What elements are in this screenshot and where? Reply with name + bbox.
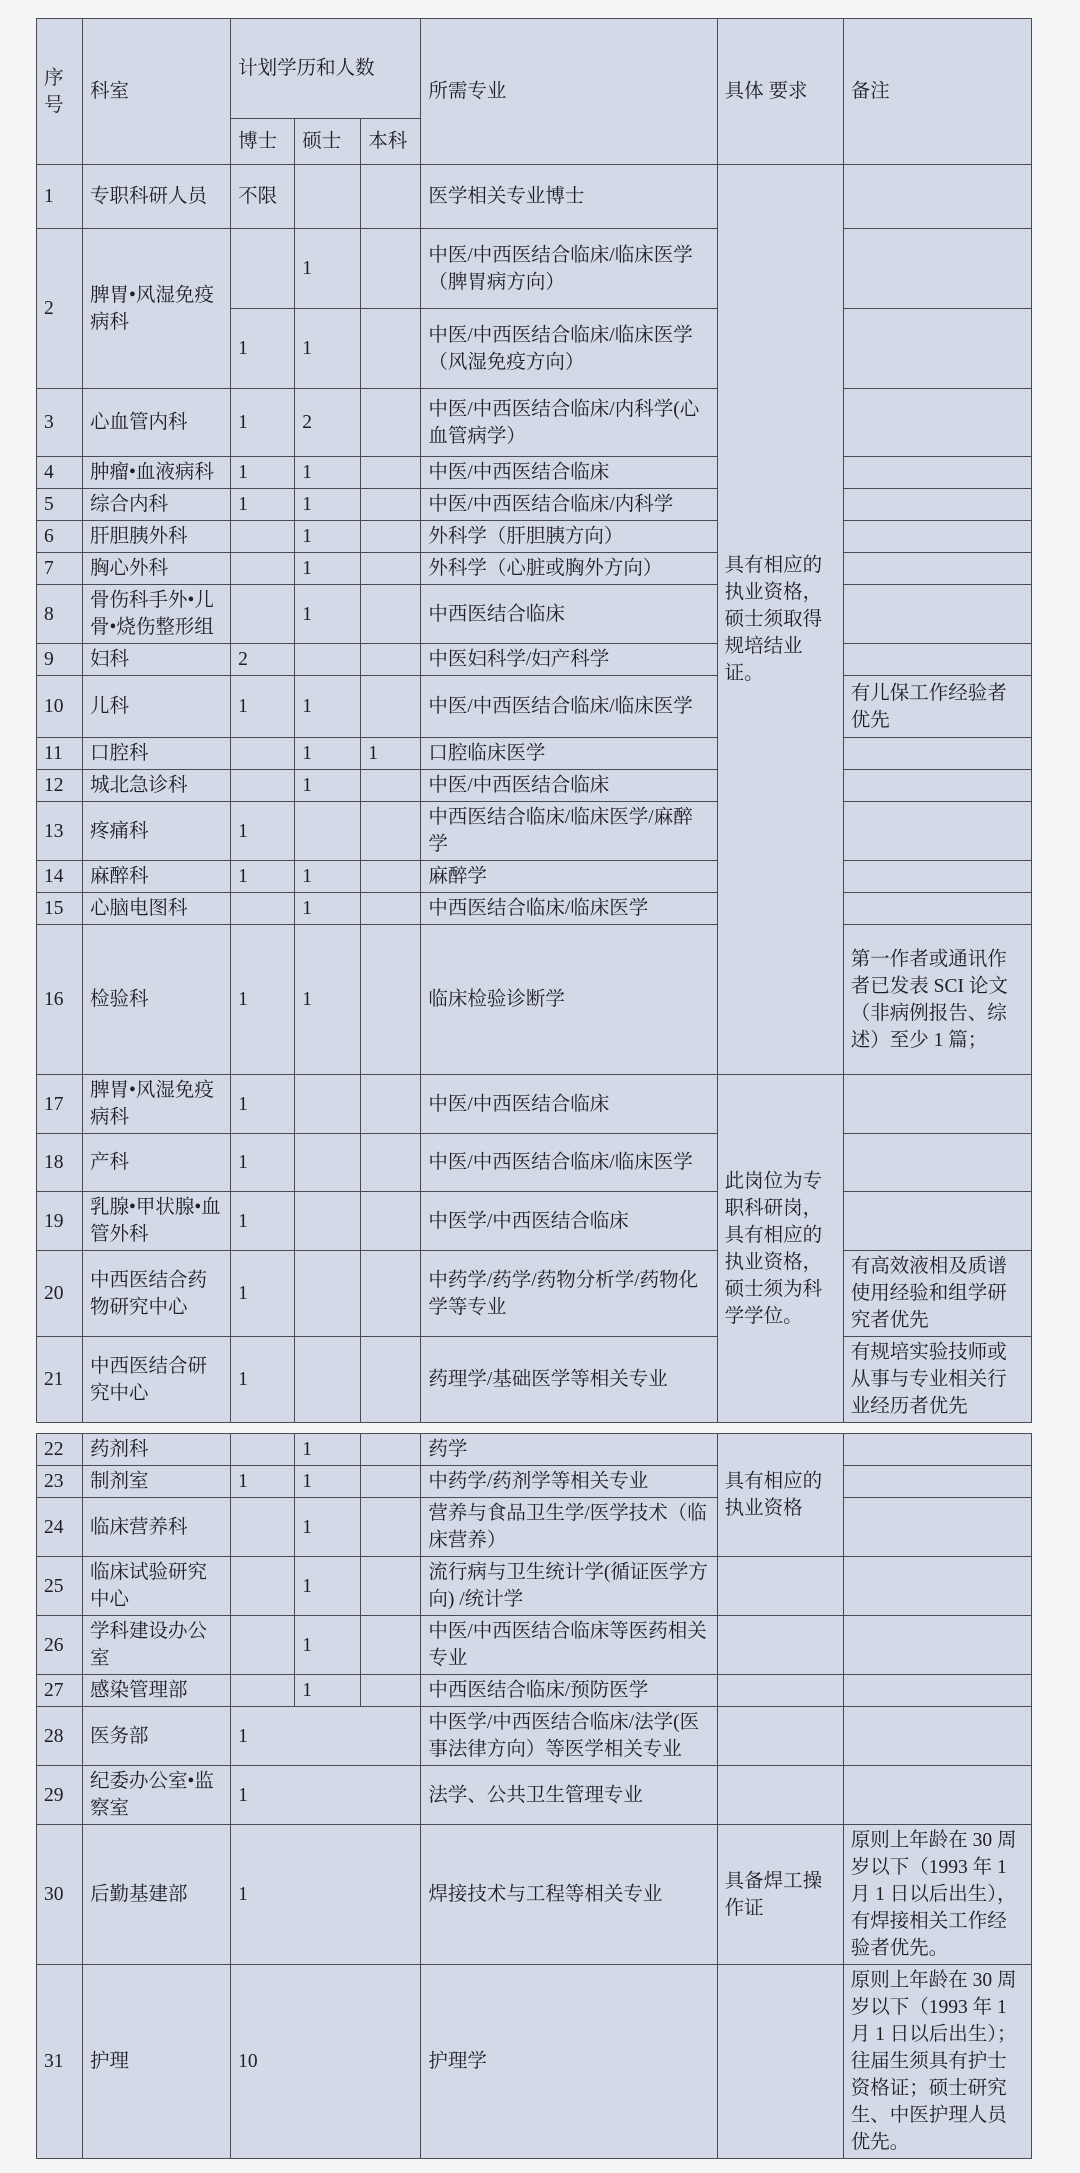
cell-seq: 21: [37, 1337, 83, 1423]
cell-major: 中医妇科学/妇产科学: [421, 644, 717, 676]
cell-phd-count: [231, 521, 295, 553]
table-header: [37, 19, 1032, 165]
cell-master-count: [295, 1251, 361, 1337]
cell-note: [843, 309, 1031, 389]
cell-phd-count: 1: [231, 1466, 295, 1498]
cell-dept: 后勤基建部: [83, 1825, 231, 1965]
table-row-16: [37, 925, 1032, 1075]
cell-dept: 临床试验研究中心: [83, 1557, 231, 1616]
cell-dept: 儿科: [83, 676, 231, 738]
recruitment-plan-table: [36, 18, 1032, 2159]
table-row-7: [37, 553, 1032, 585]
cell-note: [843, 1192, 1031, 1251]
cell-bachelor-count: [361, 1192, 421, 1251]
table-row-19: [37, 1192, 1032, 1251]
cell-seq: 24: [37, 1498, 83, 1557]
col-header-requirement: 具体 要求: [717, 19, 843, 165]
cell-seq: 1: [37, 165, 83, 229]
cell-note: [843, 1134, 1031, 1192]
cell-note: [843, 738, 1031, 770]
table-row-25: [37, 1557, 1032, 1616]
cell-major: 医学相关专业博士: [421, 165, 717, 229]
cell-note: [843, 802, 1031, 861]
cell-seq: 8: [37, 585, 83, 644]
cell-seq: 16: [37, 925, 83, 1075]
cell-dept: 感染管理部: [83, 1675, 231, 1707]
cell-dept: 药剂科: [83, 1434, 231, 1466]
cell-seq: 11: [37, 738, 83, 770]
cell-phd-count: 2: [231, 644, 295, 676]
cell-major: 外科学（心脏或胸外方向）: [421, 553, 717, 585]
cell-major: 中药学/药学/药物分析学/药物化学等专业: [421, 1251, 717, 1337]
table-row-3: [37, 389, 1032, 457]
cell-master-count: [295, 165, 361, 229]
cell-master-count: 1: [295, 457, 361, 489]
table-row-8: [37, 585, 1032, 644]
cell-bachelor-count: [361, 644, 421, 676]
table-row-2a: [37, 229, 1032, 309]
cell-master-count: 2: [295, 389, 361, 457]
cell-bachelor-count: [361, 1337, 421, 1423]
cell-bachelor-count: [361, 1134, 421, 1192]
cell-note: [843, 553, 1031, 585]
cell-dept: 肿瘤•血液病科: [83, 457, 231, 489]
cell-seq: 7: [37, 553, 83, 585]
col-header-plan: 计划学历和人数: [231, 19, 421, 119]
cell-master-count: 1: [295, 1616, 361, 1675]
recruitment-table-section-2: [36, 1433, 1032, 2159]
cell-master-count: 1: [295, 893, 361, 925]
cell-major: 中医学/中西医结合临床/法学(医事法律方向）等医学相关专业: [421, 1707, 717, 1766]
cell-major: 护理学: [421, 1965, 717, 2159]
cell-major: 中医/中西医结合临床/临床医学: [421, 676, 717, 738]
cell-seq: 3: [37, 389, 83, 457]
cell-phd-count: [231, 553, 295, 585]
cell-bachelor-count: [361, 229, 421, 309]
cell-major: 麻醉学: [421, 861, 717, 893]
cell-note: [843, 1434, 1031, 1466]
table-row-17: [37, 1075, 1032, 1134]
table-row-15: [37, 893, 1032, 925]
table-row-13: [37, 802, 1032, 861]
cell-bachelor-count: 1: [361, 738, 421, 770]
cell-dept: 妇科: [83, 644, 231, 676]
cell-major: 营养与食品卫生学/医学技术（临床营养）: [421, 1498, 717, 1557]
cell-phd-count: [231, 585, 295, 644]
table-row-30: [37, 1825, 1032, 1965]
section-divider: [36, 1423, 1032, 1433]
cell-seq: 30: [37, 1825, 83, 1965]
cell-major: 中药学/药剂学等相关专业: [421, 1466, 717, 1498]
cell-seq: 6: [37, 521, 83, 553]
table-row-31: [37, 1965, 1032, 2159]
cell-requirement: [717, 1766, 843, 1825]
cell-dept: 专职科研人员: [83, 165, 231, 229]
cell-note: [843, 389, 1031, 457]
cell-master-count: 1: [295, 925, 361, 1075]
cell-phd-count: [231, 1557, 295, 1616]
cell-master-count: [295, 1075, 361, 1134]
cell-master-count: 1: [295, 585, 361, 644]
cell-major: 中西医结合临床/预防医学: [421, 1675, 717, 1707]
table-row-28: [37, 1707, 1032, 1766]
cell-dept: 纪委办公室•监察室: [83, 1766, 231, 1825]
cell-bachelor-count: [361, 1557, 421, 1616]
cell-note: [843, 644, 1031, 676]
cell-phd-count: 1: [231, 861, 295, 893]
cell-master-count: 1: [295, 738, 361, 770]
cell-note: 有规培实验技师或从事与专业相关行业经历者优先: [843, 1337, 1031, 1423]
cell-major: 口腔临床医学: [421, 738, 717, 770]
cell-note: 原则上年龄在 30 周岁以下（1993 年 1 月 1 日以后出生）；往届生须具有护士资格证；硕士研究生、中医护理人员优先。: [843, 1965, 1031, 2159]
cell-master-count: 1: [295, 309, 361, 389]
cell-seq: 12: [37, 770, 83, 802]
cell-seq: 28: [37, 1707, 83, 1766]
cell-seq: 9: [37, 644, 83, 676]
cell-dept: 综合内科: [83, 489, 231, 521]
cell-major: 中医/中西医结合临床/临床医学（脾胃病方向）: [421, 229, 717, 309]
cell-major: 药学: [421, 1434, 717, 1466]
table-row-12: [37, 770, 1032, 802]
cell-master-count: 1: [295, 1434, 361, 1466]
cell-requirement: 此岗位为专职科研岗，具有相应的执业资格，硕士须为科学学位。: [717, 1075, 843, 1423]
cell-bachelor-count: [361, 770, 421, 802]
cell-master-count: 1: [295, 1675, 361, 1707]
cell-bachelor-count: [361, 389, 421, 457]
cell-seq: 4: [37, 457, 83, 489]
cell-bachelor-count: [361, 1466, 421, 1498]
cell-seq: 22: [37, 1434, 83, 1466]
col-header-master: 硕士: [295, 119, 361, 165]
cell-dept: 护理: [83, 1965, 231, 2159]
header-row-top: [37, 19, 1032, 119]
cell-note: [843, 1498, 1031, 1557]
cell-seq: 20: [37, 1251, 83, 1337]
table-row-29: [37, 1766, 1032, 1825]
cell-master-count: [295, 1134, 361, 1192]
cell-phd-count: 10: [231, 1965, 421, 2159]
cell-phd-count: [231, 738, 295, 770]
cell-dept: 脾胃•风湿免疫病科: [83, 229, 231, 389]
cell-dept: 制剂室: [83, 1466, 231, 1498]
cell-note: [843, 1075, 1031, 1134]
table-row-10: [37, 676, 1032, 738]
cell-note: [843, 1675, 1031, 1707]
table-row-6: [37, 521, 1032, 553]
cell-seq: 29: [37, 1766, 83, 1825]
cell-phd-count: 1: [231, 1251, 295, 1337]
cell-major: 中医/中西医结合临床/临床医学（风湿免疫方向）: [421, 309, 717, 389]
cell-master-count: [295, 1192, 361, 1251]
table-body-section-2: [37, 1434, 1032, 2159]
cell-phd-count: 1: [231, 925, 295, 1075]
cell-seq: 31: [37, 1965, 83, 2159]
cell-bachelor-count: [361, 1616, 421, 1675]
cell-note: [843, 165, 1031, 229]
cell-seq: 10: [37, 676, 83, 738]
cell-seq: 2: [37, 229, 83, 389]
cell-note: 有高效液相及质谱使用经验和组学研究者优先: [843, 1251, 1031, 1337]
cell-phd-count: 1: [231, 309, 295, 389]
cell-requirement: 具有相应的执业资格: [717, 1434, 843, 1557]
cell-bachelor-count: [361, 585, 421, 644]
col-header-major: 所需专业: [421, 19, 717, 165]
cell-note: [843, 770, 1031, 802]
cell-dept: 学科建设办公室: [83, 1616, 231, 1675]
cell-master-count: 1: [295, 229, 361, 309]
cell-note: [843, 1557, 1031, 1616]
cell-requirement: [717, 1707, 843, 1766]
cell-bachelor-count: [361, 925, 421, 1075]
cell-phd-count: [231, 1434, 295, 1466]
cell-phd-count: [231, 1616, 295, 1675]
cell-phd-count: 1: [231, 1192, 295, 1251]
table-row-20: [37, 1251, 1032, 1337]
cell-master-count: 1: [295, 1466, 361, 1498]
cell-major: 中医/中西医结合临床/内科学: [421, 489, 717, 521]
recruitment-table-section-1: [36, 18, 1032, 1423]
cell-requirement: [717, 1675, 843, 1707]
cell-dept: 临床营养科: [83, 1498, 231, 1557]
col-header-phd: 博士: [231, 119, 295, 165]
cell-note: 第一作者或通讯作者已发表 SCI 论文（非病例报告、综述）至少 1 篇；: [843, 925, 1031, 1075]
cell-major: 药理学/基础医学等相关专业: [421, 1337, 717, 1423]
cell-master-count: 1: [295, 676, 361, 738]
cell-major: 中医/中西医结合临床: [421, 457, 717, 489]
cell-phd-count: 1: [231, 489, 295, 521]
cell-dept: 产科: [83, 1134, 231, 1192]
cell-major: 中医/中西医结合临床等医药相关专业: [421, 1616, 717, 1675]
cell-dept: 脾胃•风湿免疫病科: [83, 1075, 231, 1134]
cell-seq: 19: [37, 1192, 83, 1251]
cell-phd-count: 1: [231, 1766, 421, 1825]
cell-master-count: [295, 1337, 361, 1423]
cell-major: 外科学（肝胆胰方向）: [421, 521, 717, 553]
table-row-22: [37, 1434, 1032, 1466]
cell-major: 中医/中西医结合临床/内科学(心血管病学）: [421, 389, 717, 457]
cell-requirement: [717, 1965, 843, 2159]
cell-seq: 13: [37, 802, 83, 861]
cell-bachelor-count: [361, 457, 421, 489]
cell-dept: 城北急诊科: [83, 770, 231, 802]
cell-note: [843, 585, 1031, 644]
cell-bachelor-count: [361, 165, 421, 229]
cell-phd-count: 1: [231, 457, 295, 489]
cell-phd-count: [231, 770, 295, 802]
cell-seq: 27: [37, 1675, 83, 1707]
table-row-4: [37, 457, 1032, 489]
cell-note: [843, 1766, 1031, 1825]
cell-seq: 5: [37, 489, 83, 521]
table-row-27: [37, 1675, 1032, 1707]
table-row-9: [37, 644, 1032, 676]
cell-seq: 14: [37, 861, 83, 893]
table-row-11: [37, 738, 1032, 770]
cell-phd-count: [231, 1675, 295, 1707]
cell-dept: 骨伤科手外•儿骨•烧伤整形组: [83, 585, 231, 644]
cell-phd-count: 1: [231, 1707, 421, 1766]
cell-master-count: 1: [295, 489, 361, 521]
cell-bachelor-count: [361, 1675, 421, 1707]
table-row-18: [37, 1134, 1032, 1192]
cell-phd-count: 不限: [231, 165, 295, 229]
cell-seq: 17: [37, 1075, 83, 1134]
cell-master-count: 1: [295, 1557, 361, 1616]
cell-note: 原则上年龄在 30 周岁以下（1993 年 1 月 1 日以后出生），有焊接相关工作经验者优先。: [843, 1825, 1031, 1965]
cell-note: [843, 893, 1031, 925]
cell-note: [843, 1707, 1031, 1766]
cell-major: 中医/中西医结合临床: [421, 1075, 717, 1134]
cell-bachelor-count: [361, 1075, 421, 1134]
col-header-dept: 科室: [83, 19, 231, 165]
cell-requirement: [717, 1616, 843, 1675]
cell-note: [843, 457, 1031, 489]
cell-requirement: 具备焊工操作证: [717, 1825, 843, 1965]
cell-note: [843, 489, 1031, 521]
cell-master-count: 1: [295, 770, 361, 802]
cell-dept: 检验科: [83, 925, 231, 1075]
cell-note: [843, 1616, 1031, 1675]
cell-phd-count: 1: [231, 1134, 295, 1192]
col-header-bachelor: 本科: [361, 119, 421, 165]
cell-phd-count: [231, 229, 295, 309]
cell-master-count: 1: [295, 1498, 361, 1557]
cell-master-count: [295, 802, 361, 861]
cell-master-count: 1: [295, 861, 361, 893]
cell-note: [843, 1466, 1031, 1498]
cell-major: 焊接技术与工程等相关专业: [421, 1825, 717, 1965]
cell-dept: 麻醉科: [83, 861, 231, 893]
cell-dept: 疼痛科: [83, 802, 231, 861]
cell-major: 中西医结合临床/临床医学: [421, 893, 717, 925]
cell-bachelor-count: [361, 521, 421, 553]
cell-dept: 中西医结合研究中心: [83, 1337, 231, 1423]
cell-note: [843, 861, 1031, 893]
cell-note: 有儿保工作经验者优先: [843, 676, 1031, 738]
cell-major: 流行病与卫生统计学(循证医学方向) /统计学: [421, 1557, 717, 1616]
cell-major: 中西医结合临床: [421, 585, 717, 644]
cell-bachelor-count: [361, 1434, 421, 1466]
cell-dept: 中西医结合药物研究中心: [83, 1251, 231, 1337]
cell-dept: 医务部: [83, 1707, 231, 1766]
cell-bachelor-count: [361, 676, 421, 738]
table-row-21: [37, 1337, 1032, 1423]
table-row-14: [37, 861, 1032, 893]
cell-seq: 23: [37, 1466, 83, 1498]
cell-note: [843, 521, 1031, 553]
cell-seq: 26: [37, 1616, 83, 1675]
cell-major: 中医/中西医结合临床/临床医学: [421, 1134, 717, 1192]
cell-master-count: [295, 644, 361, 676]
cell-bachelor-count: [361, 553, 421, 585]
table-row-26: [37, 1616, 1032, 1675]
cell-bachelor-count: [361, 861, 421, 893]
table-row-23: [37, 1466, 1032, 1498]
cell-dept: 肝胆胰外科: [83, 521, 231, 553]
cell-master-count: 1: [295, 553, 361, 585]
table-body-section-1: [37, 165, 1032, 1423]
col-header-seq: 序号: [37, 19, 83, 165]
cell-phd-count: 1: [231, 1825, 421, 1965]
cell-phd-count: 1: [231, 676, 295, 738]
table-row-5: [37, 489, 1032, 521]
cell-dept: 乳腺•甲状腺•血管外科: [83, 1192, 231, 1251]
cell-note: [843, 229, 1031, 309]
cell-major: 中医/中西医结合临床: [421, 770, 717, 802]
cell-master-count: 1: [295, 521, 361, 553]
cell-major: 中西医结合临床/临床医学/麻醉学: [421, 802, 717, 861]
cell-major: 临床检验诊断学: [421, 925, 717, 1075]
cell-bachelor-count: [361, 893, 421, 925]
table-row-1: [37, 165, 1032, 229]
cell-phd-count: 1: [231, 1075, 295, 1134]
table-row-24: [37, 1498, 1032, 1557]
cell-seq: 25: [37, 1557, 83, 1616]
cell-phd-count: 1: [231, 1337, 295, 1423]
cell-major: 中医学/中西医结合临床: [421, 1192, 717, 1251]
cell-bachelor-count: [361, 1498, 421, 1557]
cell-bachelor-count: [361, 1251, 421, 1337]
cell-seq: 18: [37, 1134, 83, 1192]
cell-requirement: 具有相应的执业资格，硕士须取得规培结业证。: [717, 165, 843, 1075]
cell-dept: 胸心外科: [83, 553, 231, 585]
cell-bachelor-count: [361, 489, 421, 521]
cell-seq: 15: [37, 893, 83, 925]
col-header-note: 备注: [843, 19, 1031, 165]
cell-bachelor-count: [361, 802, 421, 861]
cell-dept: 心脑电图科: [83, 893, 231, 925]
cell-phd-count: [231, 1498, 295, 1557]
cell-major: 法学、公共卫生管理专业: [421, 1766, 717, 1825]
cell-requirement: [717, 1557, 843, 1616]
cell-phd-count: 1: [231, 389, 295, 457]
cell-bachelor-count: [361, 309, 421, 389]
cell-phd-count: [231, 893, 295, 925]
cell-dept: 心血管内科: [83, 389, 231, 457]
cell-dept: 口腔科: [83, 738, 231, 770]
cell-phd-count: 1: [231, 802, 295, 861]
